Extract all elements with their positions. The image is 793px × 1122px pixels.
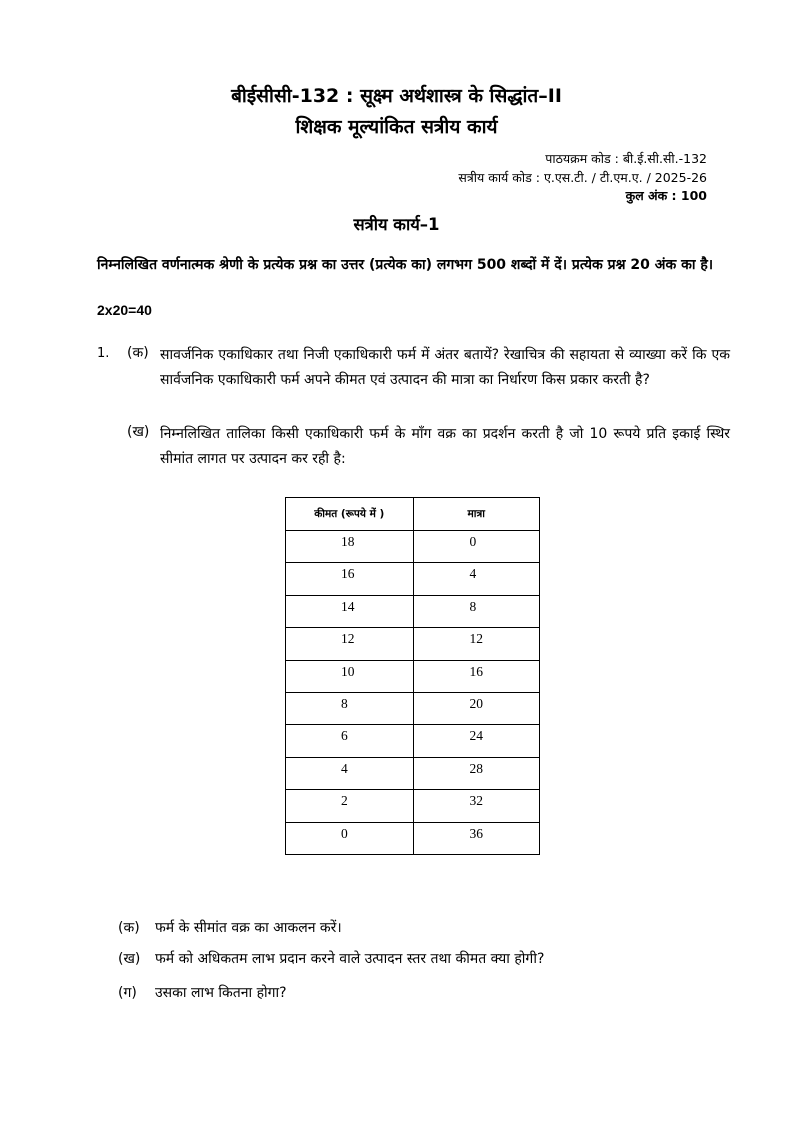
part-a-label: (क) bbox=[127, 345, 149, 361]
quantity-cell: 4 bbox=[413, 563, 539, 595]
table-header-row bbox=[286, 498, 540, 531]
subquestion-b bbox=[118, 949, 544, 968]
quantity-column-header: मात्रा bbox=[413, 498, 539, 531]
part-b-text: निम्नलिखित तालिका किसी एकाधिकारी फर्म के मॉंग वक्र का प्रदर्शन करती है जो 10 रूपये प्रति इकाई स्थिर सीमांत लागत पर उत्पादन कर रही है: bbox=[160, 426, 730, 467]
subquestion-text: उसका लाभ कितना होगा? bbox=[155, 985, 287, 1001]
table-row bbox=[286, 660, 540, 692]
price-cell: 8 bbox=[286, 692, 414, 724]
table-row bbox=[286, 563, 540, 595]
subquestion-label: (क) bbox=[118, 920, 140, 936]
price-cell: 18 bbox=[286, 531, 414, 563]
quantity-cell: 16 bbox=[413, 660, 539, 692]
quantity-cell: 36 bbox=[413, 822, 539, 854]
subquestion-c bbox=[118, 983, 287, 1002]
price-cell: 6 bbox=[286, 725, 414, 757]
price-cell: 2 bbox=[286, 790, 414, 822]
table-row bbox=[286, 595, 540, 627]
price-cell: 0 bbox=[286, 822, 414, 854]
document-subtitle: शिक्षक मूल्यांकित सत्रीय कार्य bbox=[295, 116, 498, 138]
quantity-cell: 28 bbox=[413, 757, 539, 789]
subquestion-label: (ख) bbox=[118, 951, 141, 967]
table-row bbox=[286, 692, 540, 724]
price-cell: 10 bbox=[286, 660, 414, 692]
price-cell: 16 bbox=[286, 563, 414, 595]
price-cell: 14 bbox=[286, 595, 414, 627]
course-code: पाठयक्रम कोड : बी.ई.सी.सी.-132 bbox=[545, 151, 707, 166]
subquestion-label: (ग) bbox=[118, 985, 137, 1001]
instruction-text: निम्नलिखित वर्णनात्मक श्रेणी के प्रत्येक प्रश्न का उत्तर (प्रत्येक का) लगभग 500 शब्दों में दें। प्रत्येक प्रश्न 20 अंक का है। bbox=[97, 257, 714, 273]
price-cell: 12 bbox=[286, 628, 414, 660]
quantity-cell: 24 bbox=[413, 725, 539, 757]
subquestion-text: फर्म को अधिकतम लाभ प्रदान करने वाले उत्पादन स्तर तथा कीमत क्या होगी? bbox=[155, 951, 545, 967]
table-row bbox=[286, 822, 540, 854]
assignment-code: सत्रीय कार्य कोड : ए.एस.टी. / टी.एम.ए. / 2025-26 bbox=[458, 170, 707, 185]
table-row bbox=[286, 725, 540, 757]
table-row bbox=[286, 757, 540, 789]
quantity-cell: 20 bbox=[413, 692, 539, 724]
document-title: बीईसीसी-132 : सूक्ष्म अर्थशास्त्र के सिद्धांत–II bbox=[231, 85, 562, 107]
demand-table bbox=[285, 497, 540, 855]
price-cell: 4 bbox=[286, 757, 414, 789]
section-heading: सत्रीय कार्य–1 bbox=[353, 215, 440, 234]
total-marks: कुल अंक : 100 bbox=[625, 188, 707, 203]
table-row bbox=[286, 531, 540, 563]
part-b-label: (ख) bbox=[127, 424, 150, 440]
price-column-header: कीमत (रूपये में ) bbox=[286, 498, 414, 531]
quantity-cell: 8 bbox=[413, 595, 539, 627]
question-number: 1. bbox=[97, 346, 110, 361]
marks-formula: 2x20=40 bbox=[97, 302, 152, 318]
subquestion-text: फर्म के सीमांत वक्र का आकलन करें। bbox=[155, 920, 342, 936]
table-row bbox=[286, 790, 540, 822]
quantity-cell: 32 bbox=[413, 790, 539, 822]
subquestion-a bbox=[118, 918, 342, 937]
quantity-cell: 12 bbox=[413, 628, 539, 660]
quantity-cell: 0 bbox=[413, 531, 539, 563]
table-row bbox=[286, 628, 540, 660]
part-a-text: सावर्जनिक एकाधिकार तथा निजी एकाधिकारी फर्म में अंतर बतायें? रेखाचित्र की सहायता से व्याख्या करें कि एक सार्वजनिक एकाधिकारी फर्म अपने कीमत एवं उत्पादन की मात्रा का निर्धारण किस प्रकार करती है? bbox=[160, 347, 730, 388]
